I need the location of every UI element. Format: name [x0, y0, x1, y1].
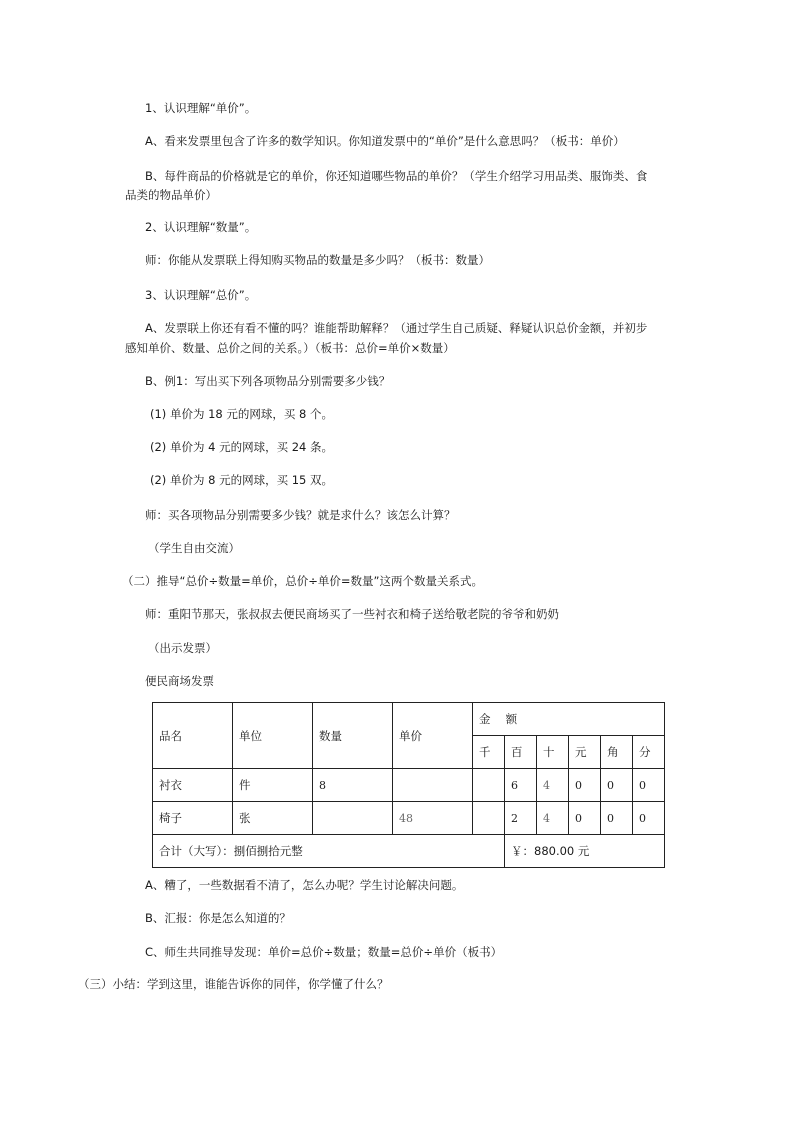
- header-price: 单价: [393, 703, 473, 769]
- paragraph: 师：买各项物品分别需要多少钱？就是求什么？该怎么计算？: [145, 508, 456, 522]
- table-row: [153, 769, 665, 802]
- cell-price: [393, 769, 473, 802]
- paragraph: 师：你能从发票联上得知购买物品的数量是多少吗？（板书：数量）: [145, 253, 490, 267]
- cell-digit: 0: [569, 769, 601, 802]
- cell-name: 椅子: [153, 802, 233, 835]
- cell-digit: 4: [537, 769, 569, 802]
- paragraph: B、每件商品的价格就是它的单价，你还知道哪些物品的单价？（学生介绍学习用品类、服饰类、食: [145, 169, 648, 183]
- section-heading: （二）推导“总价÷数量=单价，总价÷单价=数量”这两个数量关系式。: [122, 574, 483, 588]
- cell-unit: 张: [233, 802, 313, 835]
- paragraph: 品类的物品单价）: [125, 188, 217, 202]
- header-unit: 单位: [233, 703, 313, 769]
- cell-price: 48: [393, 802, 473, 835]
- digit-header: 百: [505, 736, 537, 769]
- digit-header: 十: [537, 736, 569, 769]
- digit-header: 元: [569, 736, 601, 769]
- paragraph: A、看来发票里包含了许多的数学知识。你知道发票中的“单价”是什么意思吗？（板书：单价）: [145, 134, 625, 148]
- cell-digit: 2: [505, 802, 537, 835]
- example-item: (2) 单价为 4 元的网球，买 24 条。: [150, 440, 334, 454]
- digit-header: 千: [473, 736, 505, 769]
- example-item: (1) 单价为 18 元的网球，买 8 个。: [150, 407, 334, 421]
- cell-digit: 0: [633, 769, 665, 802]
- paragraph: C、师生共同推导发现：单价=总价÷数量；数量=总价÷单价（板书）: [145, 945, 503, 959]
- cell-name: 衬衣: [153, 769, 233, 802]
- header-amount: 金 额: [473, 703, 665, 736]
- digit-header: 分: [633, 736, 665, 769]
- paragraph: 感知单价、数量、总价之间的关系。）（板书：总价=单价×数量）: [125, 341, 455, 355]
- cell-digit: [473, 802, 505, 835]
- cell-digit: 0: [569, 802, 601, 835]
- paragraph: 师：重阳节那天，张叔叔去便民商场买了一些衬衣和椅子送给敬老院的爷爷和奶奶: [145, 607, 559, 621]
- header-qty: 数量: [313, 703, 393, 769]
- cell-qty: [313, 802, 393, 835]
- digit-header: 角: [601, 736, 633, 769]
- section-3-heading: 3、认识理解“总价”。: [145, 288, 257, 302]
- cell-digit: 4: [537, 802, 569, 835]
- table-row: [153, 802, 665, 835]
- invoice-title: 便民商场发票: [145, 674, 214, 688]
- paragraph: A、发票联上你还有看不懂的吗？谁能帮助解释？（通过学生自己质疑、释疑认识总价金额，并初步: [145, 321, 648, 335]
- cell-digit: 6: [505, 769, 537, 802]
- paragraph: （出示发票）: [148, 641, 217, 655]
- section-1-heading: 1、认识理解“单价”。: [145, 101, 257, 115]
- summary-heading: （三）小结：学到这里，谁能告诉你的同伴，你学懂了什么？: [78, 977, 389, 991]
- cell-digit: [473, 769, 505, 802]
- cell-digit: 0: [601, 769, 633, 802]
- cell-unit: 件: [233, 769, 313, 802]
- cell-qty: 8: [313, 769, 393, 802]
- cell-digit: 0: [633, 802, 665, 835]
- cell-digit: 0: [601, 802, 633, 835]
- invoice-table: [152, 702, 665, 868]
- example-heading: B、例1：写出买下列各项物品分别需要多少钱？: [145, 374, 391, 388]
- section-2-heading: 2、认识理解“数量”。: [145, 220, 257, 234]
- paragraph: （学生自由交流）: [148, 541, 240, 555]
- example-item: (2) 单价为 8 元的网球，买 15 双。: [150, 473, 334, 487]
- total-value: ￥：880.00 元: [505, 835, 665, 868]
- paragraph: B、汇报：你是怎么知道的？: [145, 911, 291, 925]
- paragraph: A、糟了，一些数据看不清了，怎么办呢？学生讨论解决问题。: [145, 878, 464, 892]
- total-label: 合计（大写）：捌佰捌拾元整: [153, 835, 505, 868]
- header-name: 品名: [153, 703, 233, 769]
